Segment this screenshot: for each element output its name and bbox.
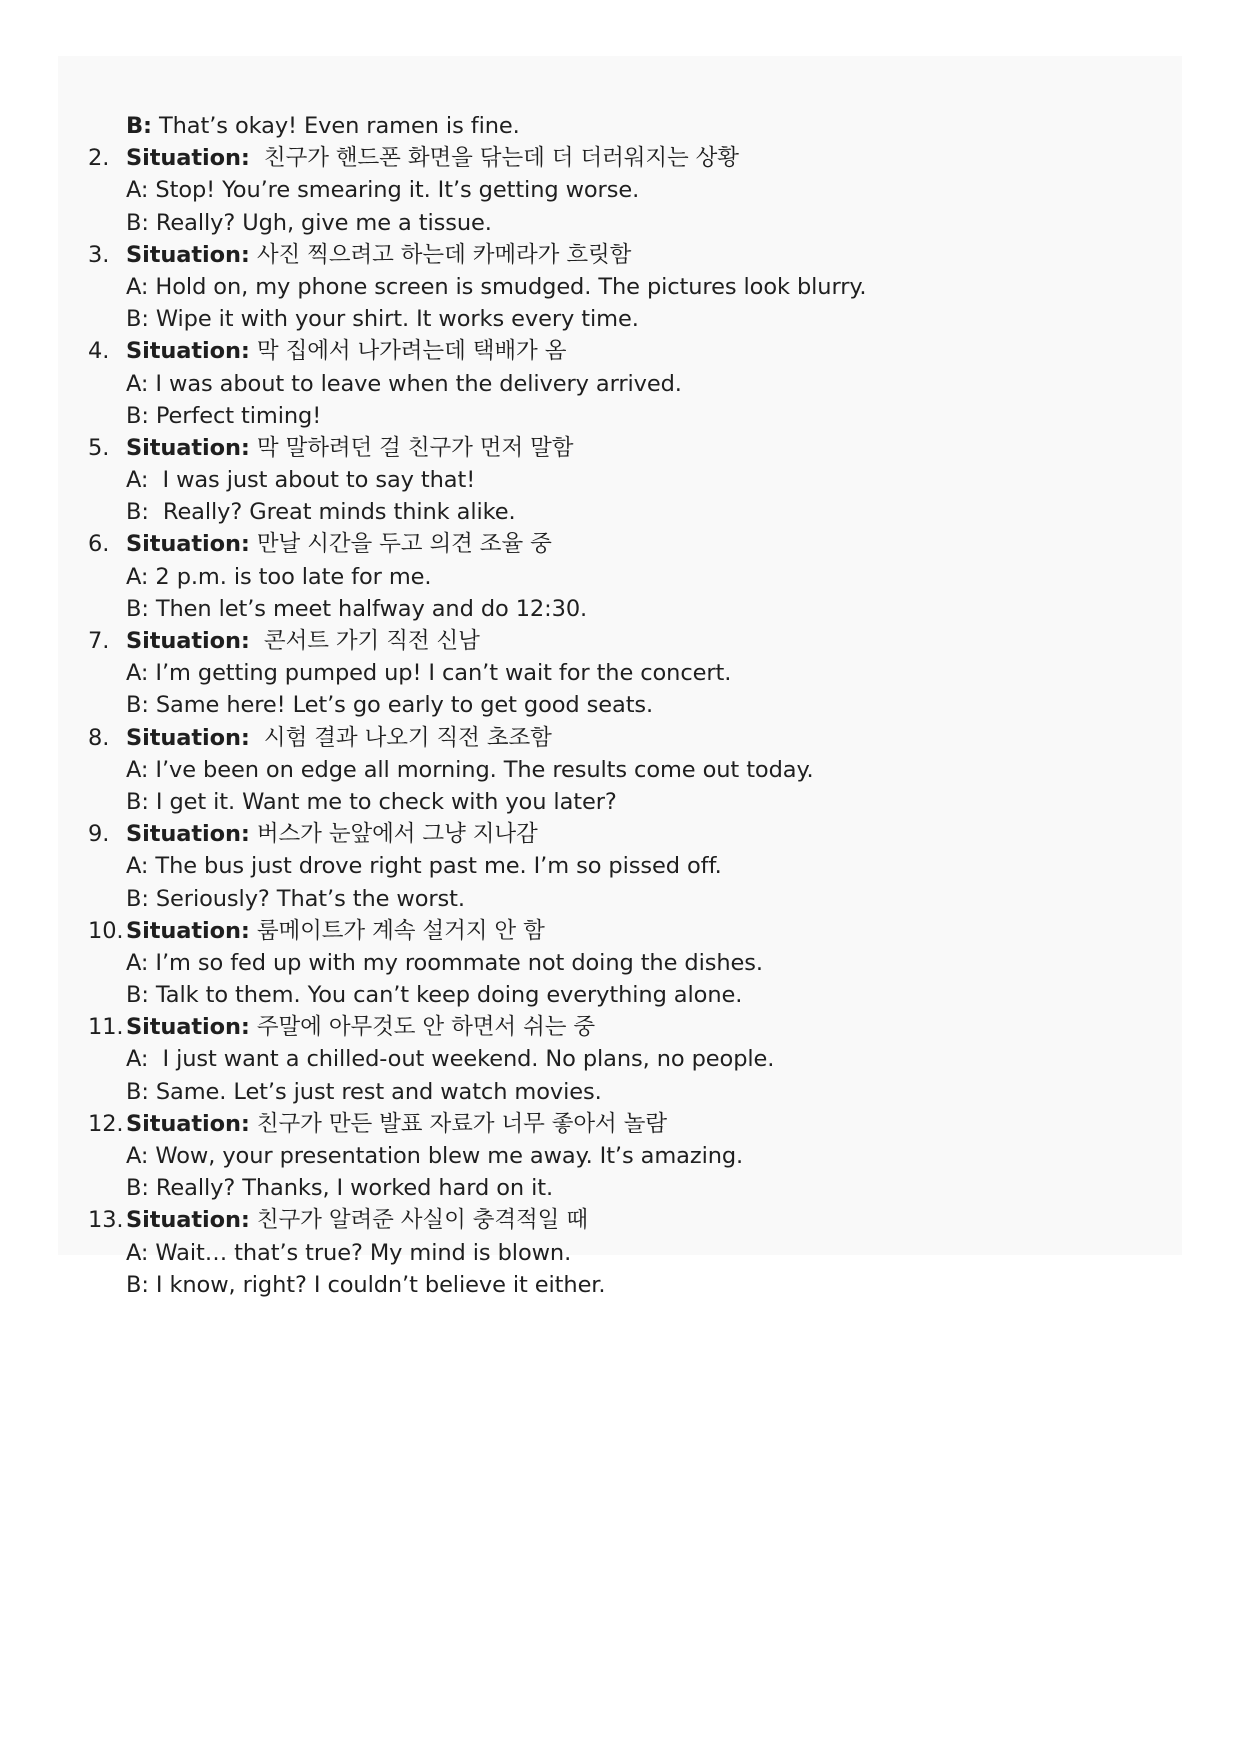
dialogue-line-b bbox=[58, 979, 1182, 1011]
item-number: 3. bbox=[88, 241, 110, 268]
dialogue-text: A: I was about to leave when the delivery arrived. bbox=[126, 370, 682, 397]
situation-text: 시험 결과 나오기 직전 초조함 bbox=[249, 724, 552, 751]
dialogue-line-b bbox=[58, 303, 1182, 335]
dialogue-text: A: Wait… that’s true? My mind is blown. bbox=[126, 1239, 572, 1266]
situation-text: 콘서트 가기 직전 신남 bbox=[249, 628, 480, 654]
item-number: 13. bbox=[88, 1207, 124, 1234]
dialogue-text: A: I’m so fed up with my roommate not doing the dishes. bbox=[126, 949, 763, 976]
situation-line bbox=[58, 915, 1182, 947]
item-number: 8. bbox=[88, 724, 110, 751]
situation-line bbox=[58, 722, 1182, 754]
situation-text: 주말에 아무것도 안 하면서 쉬는 중 bbox=[249, 1014, 596, 1041]
intro-speaker: B: bbox=[126, 113, 152, 139]
dialogue-line-b bbox=[58, 689, 1182, 721]
dialogue-list bbox=[58, 110, 1182, 1301]
situation-line bbox=[58, 239, 1182, 271]
dialogue-line-a bbox=[58, 174, 1182, 206]
situation-line bbox=[58, 818, 1182, 850]
dialogue-text: A: The bus just drove right past me. I’m so pissed off. bbox=[126, 853, 722, 880]
dialogue-text: B: I get it. Want me to check with you later? bbox=[126, 788, 617, 815]
item-number: 12. bbox=[88, 1110, 124, 1137]
dialogue-text: B: Perfect timing! bbox=[126, 402, 322, 429]
situation-line bbox=[58, 432, 1182, 464]
situation-label: Situation: bbox=[126, 531, 250, 558]
situation-text: 사진 찍으려고 하는데 카메라가 흐릿함 bbox=[249, 241, 632, 268]
dialogue-line-a bbox=[58, 947, 1182, 979]
situation-line bbox=[58, 528, 1182, 560]
dialogue-text: B: Really? Thanks, I worked hard on it. bbox=[126, 1175, 553, 1202]
item-number: 11. bbox=[88, 1014, 124, 1041]
dialogue-line-b bbox=[58, 593, 1182, 625]
dialogue-line-b bbox=[58, 400, 1182, 432]
dialogue-line-a bbox=[58, 271, 1182, 303]
situation-label: Situation: bbox=[126, 434, 250, 461]
item-number: 6. bbox=[88, 531, 110, 558]
intro-line bbox=[58, 110, 1182, 142]
dialogue-line-a bbox=[58, 850, 1182, 882]
situation-label: Situation: bbox=[126, 821, 250, 848]
dialogue-text: A: I just want a chilled-out weekend. No plans, no people. bbox=[126, 1046, 775, 1073]
situation-label: Situation: bbox=[126, 1110, 250, 1137]
situation-label: Situation: bbox=[126, 1014, 250, 1041]
situation-text: 룸메이트가 계속 설거지 안 함 bbox=[249, 917, 545, 944]
situation-label: Situation: bbox=[126, 724, 250, 751]
situation-label: Situation: bbox=[126, 338, 250, 365]
situation-label: Situation: bbox=[126, 145, 250, 172]
situation-label: Situation: bbox=[126, 628, 250, 654]
situation-label: Situation: bbox=[126, 1207, 250, 1234]
situation-label: Situation: bbox=[126, 241, 250, 268]
dialogue-text: B: Same. Let’s just rest and watch movies. bbox=[126, 1078, 602, 1105]
dialogue-line-a bbox=[58, 1140, 1182, 1172]
dialogue-text: B: Wipe it with your shirt. It works every time. bbox=[126, 306, 639, 333]
dialogue-line-b bbox=[58, 1076, 1182, 1108]
dialogue-text: B: Seriously? That’s the worst. bbox=[126, 885, 465, 912]
dialogue-line-a bbox=[58, 657, 1182, 689]
dialogue-line-b bbox=[58, 786, 1182, 818]
dialogue-line-a bbox=[58, 754, 1182, 786]
item-number: 4. bbox=[88, 338, 110, 365]
dialogue-line-b bbox=[58, 496, 1182, 528]
situation-line bbox=[58, 335, 1182, 367]
situation-line bbox=[58, 142, 1182, 174]
item-number: 10. bbox=[88, 917, 124, 944]
dialogue-text: B: I know, right? I couldn’t believe it either. bbox=[126, 1271, 606, 1298]
item-number: 7. bbox=[88, 628, 110, 654]
dialogue-line-a bbox=[58, 368, 1182, 400]
situation-text: 친구가 만든 발표 자료가 너무 좋아서 놀람 bbox=[249, 1110, 667, 1137]
situation-line bbox=[58, 1108, 1182, 1140]
item-number: 2. bbox=[88, 145, 110, 172]
dialogue-line-a bbox=[58, 1237, 1182, 1269]
dialogue-text: B: Talk to them. You can’t keep doing everything alone. bbox=[126, 982, 743, 1009]
dialogue-line-b bbox=[58, 207, 1182, 239]
dialogue-line-b bbox=[58, 1269, 1182, 1301]
dialogue-text: A: Hold on, my phone screen is smudged. The pictures look blurry. bbox=[126, 273, 867, 300]
dialogue-line-b bbox=[58, 883, 1182, 915]
dialogue-text: B: Then let’s meet halfway and do 12:30. bbox=[126, 595, 588, 622]
dialogue-text: B: Really? Ugh, give me a tissue. bbox=[126, 209, 492, 236]
situation-line bbox=[58, 1011, 1182, 1043]
situation-text: 친구가 핸드폰 화면을 닦는데 더 더러워지는 상황 bbox=[249, 145, 739, 172]
dialogue-text: A: Stop! You’re smearing it. It’s getting worse. bbox=[126, 177, 640, 204]
dialogue-line-b bbox=[58, 1172, 1182, 1204]
situation-label: Situation: bbox=[126, 917, 250, 944]
document-panel bbox=[58, 56, 1182, 1298]
dialogue-text: A: 2 p.m. is too late for me. bbox=[126, 563, 432, 590]
situation-text: 막 말하려던 걸 친구가 먼저 말함 bbox=[249, 434, 574, 461]
situation-text: 친구가 알려준 사실이 충격적일 때 bbox=[249, 1207, 588, 1234]
dialogue-line-a bbox=[58, 561, 1182, 593]
dialogue-text: A: I was just about to say that! bbox=[126, 467, 476, 494]
situation-line bbox=[58, 1204, 1182, 1236]
item-number: 9. bbox=[88, 821, 110, 848]
item-number: 5. bbox=[88, 434, 110, 461]
dialogue-text: A: I’m getting pumped up! I can’t wait for the concert. bbox=[126, 660, 732, 687]
dialogue-text: A: I’ve been on edge all morning. The results come out today. bbox=[126, 756, 814, 783]
situation-text: 막 집에서 나가려는데 택배가 옴 bbox=[249, 338, 567, 365]
situation-line bbox=[58, 625, 1182, 657]
dialogue-line-a bbox=[58, 464, 1182, 496]
dialogue-text: B: Same here! Let’s go early to get good seats. bbox=[126, 692, 654, 719]
situation-text: 버스가 눈앞에서 그냥 지나감 bbox=[249, 821, 538, 848]
dialogue-text: B: Really? Great minds think alike. bbox=[126, 499, 516, 526]
dialogue-text: A: Wow, your presentation blew me away. It’s amazing. bbox=[126, 1143, 744, 1169]
intro-text: That’s okay! Even ramen is fine. bbox=[151, 113, 520, 139]
situation-text: 만날 시간을 두고 의견 조율 중 bbox=[249, 531, 552, 558]
dialogue-line-a bbox=[58, 1043, 1182, 1075]
